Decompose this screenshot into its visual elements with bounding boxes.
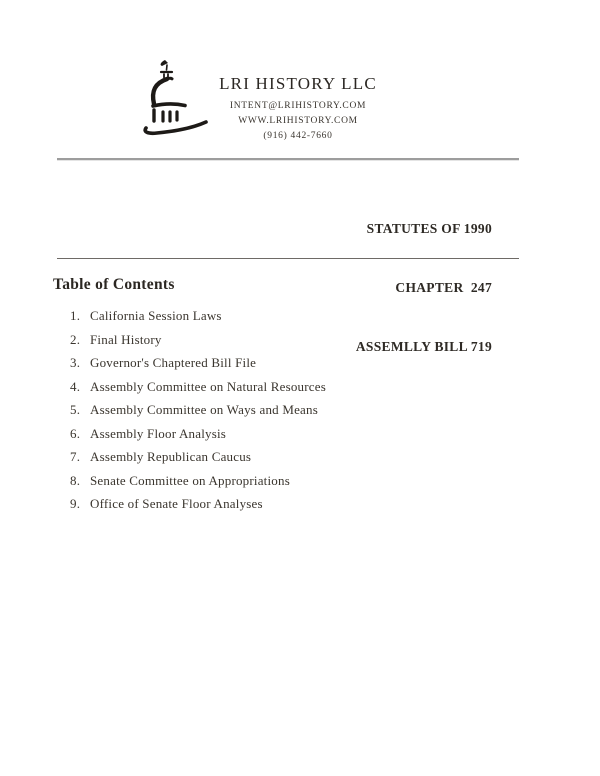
org-website: WWW.LRIHISTORY.COM [238, 116, 358, 127]
toc-item [70, 492, 326, 516]
toc-item [70, 445, 326, 469]
chapter-line: CHAPTER 247 [395, 279, 492, 295]
bill-line: ASSEMLLY BILL 719 [355, 338, 492, 354]
toc-item [70, 304, 326, 328]
toc-item-number: 3. [70, 355, 81, 370]
toc-item-number: 9. [70, 496, 81, 511]
divider-top [57, 158, 519, 161]
toc-item [70, 422, 326, 446]
case-reference-block [356, 180, 492, 396]
toc-item-number: 4. [70, 378, 81, 394]
toc-list [70, 304, 326, 516]
toc-item-number: 2. [70, 331, 81, 347]
toc-item-label: Assembly Committee on Natural Resources [90, 378, 326, 394]
toc-item-number: 5. [70, 402, 81, 417]
toc-item-number: 7. [70, 449, 81, 464]
toc-item-label: Assembly Republican Caucus [90, 449, 252, 464]
org-phone: (916) 442-7660 [263, 131, 333, 142]
toc-item-number: 6. [70, 425, 81, 441]
toc-item-label: Office of Senate Floor Analyses [90, 496, 263, 511]
toc-item-label: Senate Committee on Appropriations [90, 472, 290, 488]
toc-item [70, 398, 326, 422]
toc-item-label: Assembly Committee on Ways and Means [90, 402, 318, 417]
toc-item-label: California Session Laws [90, 308, 222, 323]
toc-item [70, 375, 326, 399]
toc-item [70, 351, 326, 375]
divider-mid [57, 258, 519, 259]
toc-item-label: Assembly Floor Analysis [90, 425, 227, 441]
toc-item [70, 469, 326, 493]
toc-item-number: 1. [70, 308, 81, 323]
toc-item-label: Governor's Chaptered Bill File [90, 355, 257, 370]
letterhead [173, 74, 423, 145]
toc-item-number: 8. [70, 472, 81, 488]
toc-item [70, 328, 326, 352]
toc-item-label: Final History [90, 331, 162, 347]
org-email: INTENT@LRIHISTORY.COM [229, 101, 367, 111]
toc-heading: Table of Contents [53, 276, 175, 293]
org-name: LRI HISTORY LLC [219, 74, 377, 93]
statutes-line: STATUTES OF 1990 [366, 221, 492, 237]
